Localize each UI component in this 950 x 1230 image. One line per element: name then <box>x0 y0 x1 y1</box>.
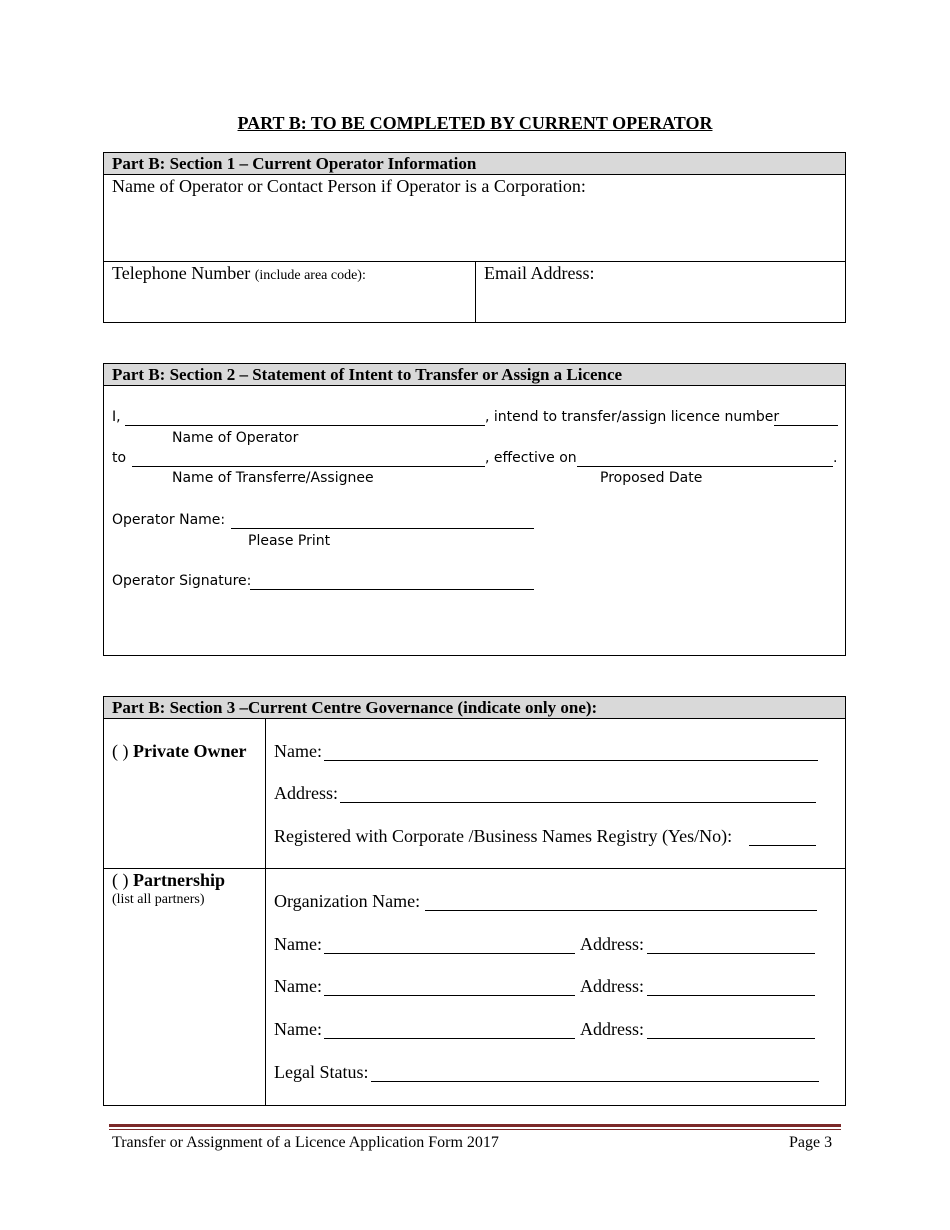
partner-3-address-blank[interactable] <box>647 1038 815 1039</box>
caption-transferee: Name of Transferre/Assignee <box>172 470 374 486</box>
partner-2-name-label: Name: <box>274 976 322 996</box>
telephone-label-group <box>112 263 366 284</box>
section-3-row-divider <box>104 868 845 869</box>
legal-status-label: Legal Status: <box>274 1062 369 1082</box>
line2-middle: , effective on <box>485 450 577 466</box>
line1-middle: , intend to transfer/assign licence number <box>485 409 780 425</box>
partner-3-name-label: Name: <box>274 1019 322 1039</box>
section-1-box <box>103 152 846 323</box>
section-2-header: Part B: Section 2 – Statement of Intent to Transfer or Assign a Licence <box>104 364 845 386</box>
operator-signature-blank[interactable] <box>250 589 534 590</box>
partner-2-address-label: Address: <box>580 976 644 996</box>
partnership-label: Partnership <box>133 870 225 890</box>
section-1-column-divider <box>475 261 476 322</box>
telephone-label: Telephone Number <box>112 263 251 283</box>
registry-label: Registered with Corporate /Business Names Registry (Yes/No): <box>274 826 733 846</box>
caption-date: Proposed Date <box>600 470 703 486</box>
partner-2-address-blank[interactable] <box>647 995 815 996</box>
registry-blank[interactable] <box>749 845 816 846</box>
partner-3-name-blank[interactable] <box>324 1038 575 1039</box>
footer-page-number: Page 3 <box>789 1134 833 1151</box>
section-2-box <box>103 363 846 656</box>
partner-1-name-label: Name: <box>274 934 322 954</box>
transferee-name-blank[interactable] <box>132 466 485 467</box>
section-3-header: Part B: Section 3 –Current Centre Governance (indicate only one): <box>104 697 845 719</box>
partner-1-address-label: Address: <box>580 934 644 954</box>
private-owner-name-label: Name: <box>274 741 322 761</box>
organization-name-label: Organization Name: <box>274 891 421 911</box>
line2-end: . <box>833 450 838 466</box>
section-1-header: Part B: Section 1 – Current Operator Information <box>104 153 845 175</box>
partner-3-address-label: Address: <box>580 1019 644 1039</box>
operator-name-blank[interactable] <box>125 425 485 426</box>
section-3-box <box>103 696 846 1106</box>
line2-prefix: to <box>112 450 127 466</box>
partner-1-name-blank[interactable] <box>324 953 575 954</box>
private-owner-address-label: Address: <box>274 783 338 803</box>
operator-name-label: Name of Operator or Contact Person if Operator is a Corporation: <box>112 176 586 196</box>
effective-date-blank[interactable] <box>577 466 833 467</box>
operator-signature-label: Operator Signature: <box>112 573 252 589</box>
partner-2-name-blank[interactable] <box>324 995 575 996</box>
private-owner-checkbox[interactable]: ( ) <box>112 741 129 761</box>
partnership-hint: (list all partners) <box>112 892 205 907</box>
section-3-column-divider <box>265 719 266 1105</box>
legal-status-blank[interactable] <box>371 1081 819 1082</box>
telephone-hint: (include area code): <box>254 268 366 283</box>
partnership-checkbox[interactable]: ( ) <box>112 870 129 890</box>
footer-rule-thick <box>109 1124 841 1127</box>
footer-form-title: Transfer or Assignment of a Licence Application Form 2017 <box>112 1134 499 1151</box>
line1-prefix: I, <box>112 409 121 425</box>
licence-number-blank[interactable] <box>774 425 838 426</box>
partner-1-address-blank[interactable] <box>647 953 815 954</box>
private-owner-name-blank[interactable] <box>324 760 818 761</box>
private-owner-address-blank[interactable] <box>340 802 816 803</box>
private-owner-option[interactable] <box>112 741 246 762</box>
private-owner-label: Private Owner <box>133 741 247 761</box>
operator-name-print-blank[interactable] <box>231 528 534 529</box>
footer-rule-thin <box>109 1129 841 1130</box>
email-label: Email Address: <box>484 263 595 283</box>
operator-name-print-label: Operator Name: <box>112 512 226 528</box>
please-print-caption: Please Print <box>248 533 331 549</box>
organization-name-blank[interactable] <box>425 910 817 911</box>
partnership-option[interactable] <box>112 870 225 891</box>
caption-operator: Name of Operator <box>172 430 299 446</box>
page-title: PART B: TO BE COMPLETED BY CURRENT OPERATOR <box>237 113 713 133</box>
